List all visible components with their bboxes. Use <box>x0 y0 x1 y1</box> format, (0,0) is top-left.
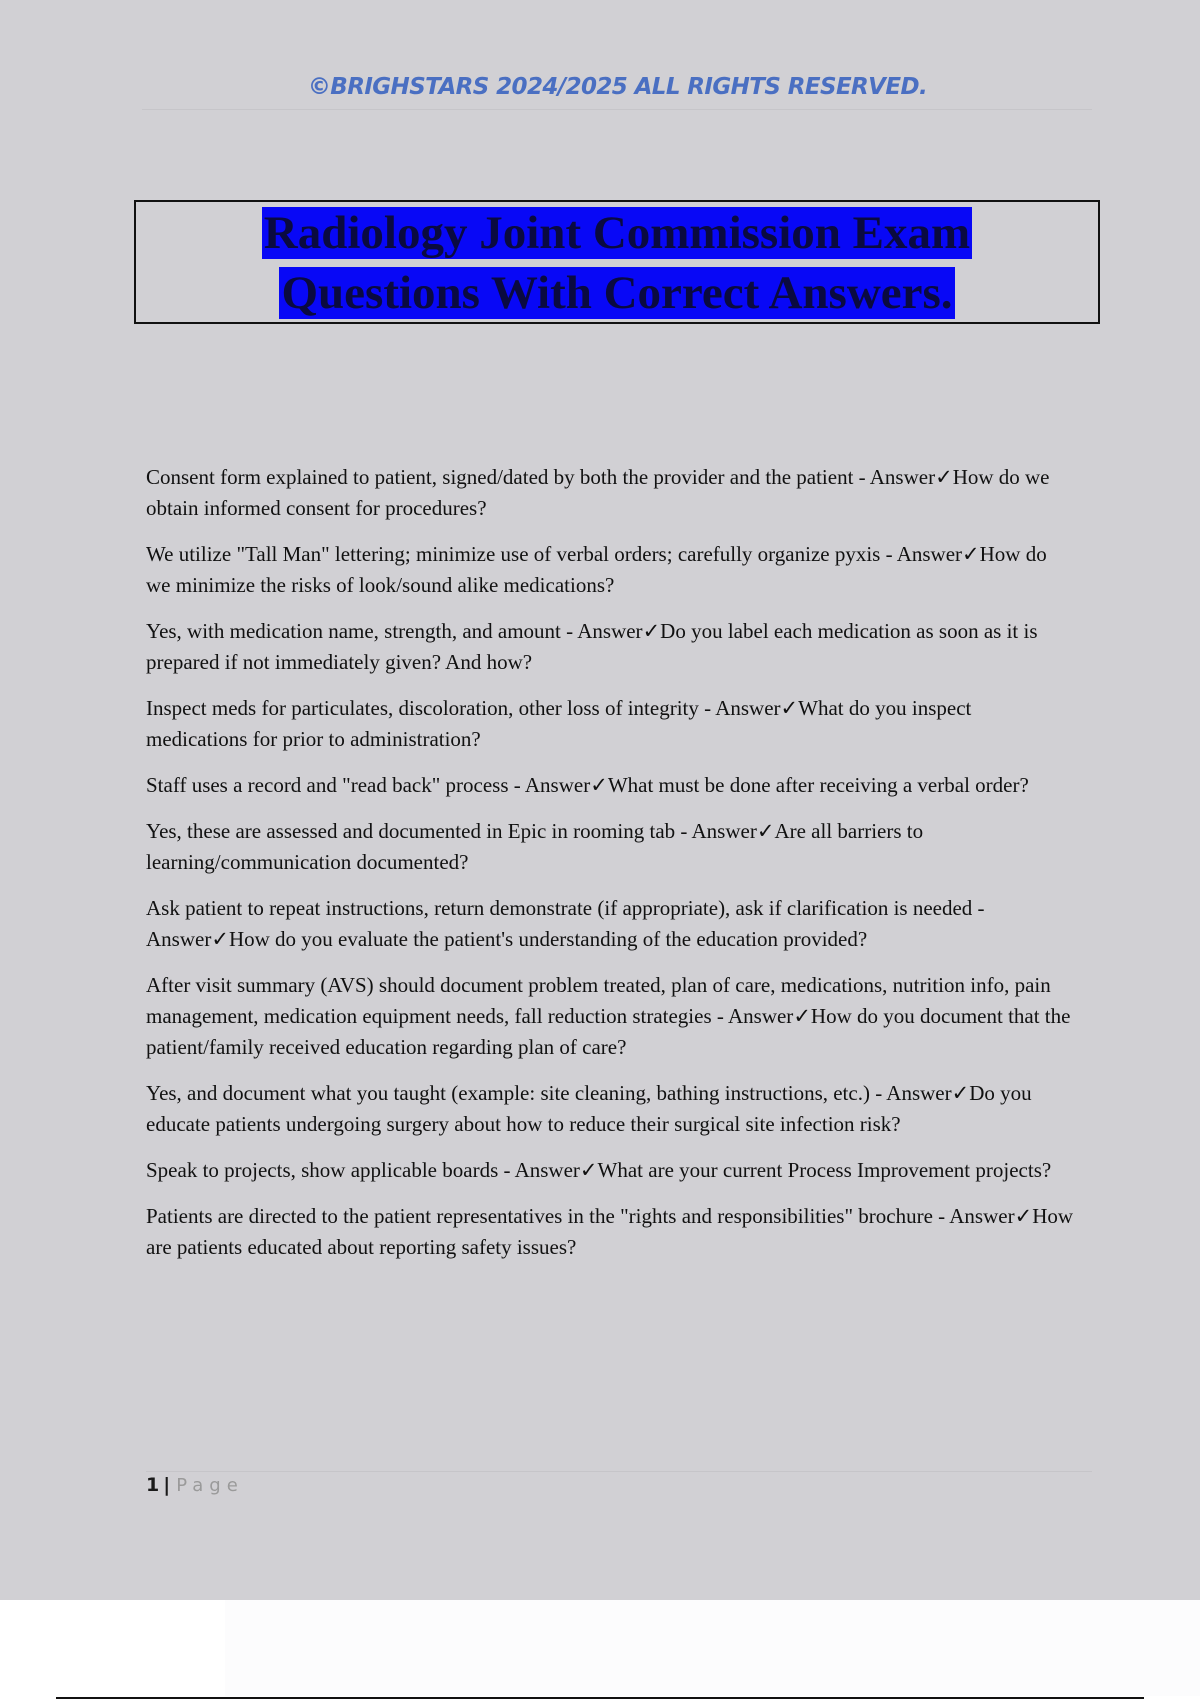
check-icon: ✓ <box>642 619 661 643</box>
title-line-2 <box>136 266 1098 320</box>
qa-item <box>146 1155 1076 1186</box>
qa-question: Do you educate patients undergoing surgery about how to reduce their surgical site infection risk? <box>146 1081 1032 1136</box>
title-line-1 <box>136 206 1098 260</box>
check-icon: ✓ <box>211 927 229 951</box>
qa-question: How do you document that the patient/family received education regarding plan of care? <box>146 1004 1071 1059</box>
answer-label: Answer <box>896 542 963 566</box>
answer-label: Answer <box>886 1081 952 1105</box>
qa-answer: Ask patient to repeat instructions, return demonstrate (if appropriate), ask if clarification is needed - <box>146 896 985 920</box>
answer-label: Answer <box>727 1004 794 1028</box>
qa-answer: Yes, and document what you taught (example: site cleaning, bathing instructions, etc.) - <box>146 1081 883 1105</box>
answer-label: Answer <box>577 619 643 643</box>
qa-answer: After visit summary (AVS) should document problem treated, plan of care, medications, nutrition info, pain management, medication equipment needs, fall reduction strategies - <box>146 973 1051 1028</box>
qa-question: What are your current Process Improvement projects? <box>597 1158 1052 1182</box>
qa-item <box>146 893 1076 955</box>
qa-item <box>146 816 1076 878</box>
answer-label: Answer <box>691 819 757 843</box>
qa-answer: Staff uses a record and "read back" process - <box>146 773 521 797</box>
qa-item <box>146 1078 1076 1140</box>
qa-question: Do you label each medication as soon as it is prepared if not immediately given? And how? <box>146 619 1038 674</box>
page-label: Page <box>176 1475 244 1496</box>
copyright-header: ©BRIGHSTARS 2024/2025 ALL RIGHTS RESERVED. <box>307 74 928 100</box>
page-number <box>146 1474 244 1496</box>
answer-label: Answer <box>869 465 936 489</box>
qa-item <box>146 970 1076 1063</box>
answer-label: Answer <box>146 927 212 951</box>
qa-list <box>146 462 1076 1278</box>
qa-question: What must be done after receiving a verbal order? <box>607 773 1029 797</box>
qa-answer: Yes, these are assessed and documented in Epic in rooming tab - <box>146 819 688 843</box>
check-icon: ✓ <box>793 1004 811 1028</box>
qa-answer: Speak to projects, show applicable boards - <box>146 1158 511 1182</box>
qa-answer: Yes, with medication name, strength, and amount - <box>146 619 574 643</box>
qa-answer: Consent form explained to patient, signed/dated by both the provider and the patient - <box>146 465 866 489</box>
qa-question: What do you inspect medications for prior to administration? <box>146 696 972 751</box>
page-separator: | <box>163 1474 171 1496</box>
title-line-2-text: Questions With Correct Answers. <box>281 267 953 319</box>
answer-label: Answer <box>524 773 591 797</box>
qa-item <box>146 770 1076 801</box>
title-line-1-text: Radiology Joint Commission Exam <box>263 207 971 259</box>
title-box <box>134 200 1100 324</box>
footer-divider <box>146 1471 1092 1472</box>
page-number-value: 1 <box>146 1474 160 1496</box>
bottom-divider <box>56 1697 1144 1699</box>
qa-item <box>146 1201 1076 1263</box>
qa-answer: We utilize "Tall Man" lettering; minimize use of verbal orders; carefully organize pyxis - <box>146 542 893 566</box>
qa-answer: Patients are directed to the patient representatives in the "rights and responsibilities" brochure - <box>146 1204 946 1228</box>
qa-answer: Inspect meds for particulates, discoloration, other loss of integrity - <box>146 696 712 720</box>
qa-item <box>146 539 1076 601</box>
check-icon: ✓ <box>590 773 608 797</box>
check-icon: ✓ <box>935 465 953 489</box>
answer-label: Answer <box>949 1204 1015 1228</box>
qa-question: How do you evaluate the patient's understanding of the education provided? <box>228 927 868 951</box>
check-icon: ✓ <box>1014 1204 1033 1228</box>
check-icon: ✓ <box>780 696 799 720</box>
check-icon: ✓ <box>579 1158 598 1182</box>
header-divider <box>142 109 1092 110</box>
qa-question: How do we obtain informed consent for procedures? <box>146 465 1050 520</box>
qa-item <box>146 462 1076 524</box>
check-icon: ✓ <box>951 1081 970 1105</box>
qa-question: How do we minimize the risks of look/sound alike medications? <box>146 542 1047 597</box>
qa-question: Are all barriers to learning/communication documented? <box>146 819 924 874</box>
answer-label: Answer <box>715 696 781 720</box>
qa-question: How are patients educated about reporting safety issues? <box>146 1204 1074 1259</box>
answer-label: Answer <box>514 1158 580 1182</box>
check-icon: ✓ <box>756 819 775 843</box>
qa-item <box>146 616 1076 678</box>
qa-item <box>146 693 1076 755</box>
check-icon: ✓ <box>962 542 980 566</box>
next-page-area <box>225 1600 1200 1696</box>
